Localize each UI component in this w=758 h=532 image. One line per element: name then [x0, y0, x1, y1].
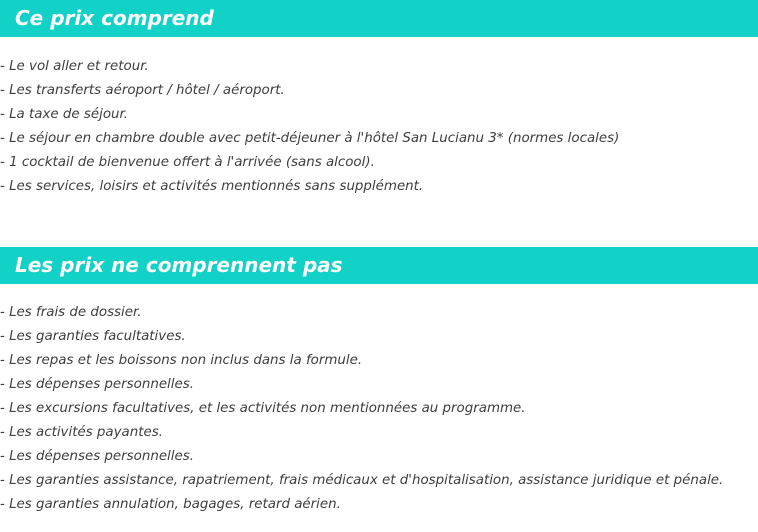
list-item: - Le séjour en chambre double avec petit-déjeuner à l'hôtel San Lucianu 3* (normes locales) [0, 131, 620, 146]
list-item: - 1 cocktail de bienvenue offert à l'arrivée (sans alcool). [0, 155, 375, 170]
price-includes-heading: Ce prix comprend [0, 0, 758, 37]
price-excludes-section [0, 247, 758, 517]
list-item: - Les garanties facultatives. [0, 329, 186, 344]
list-item: - Les dépenses personnelles. [0, 377, 194, 392]
list-item: - Les transferts aéroport / hôtel / aéroport. [0, 83, 285, 98]
list-item: - Les excursions facultatives, et les activités non mentionnées au programme. [0, 401, 526, 416]
list-item: - Les frais de dossier. [0, 305, 142, 320]
list-item: - Le vol aller et retour. [0, 59, 149, 74]
price-includes-section [0, 0, 758, 199]
list-item: - Les garanties annulation, bagages, retard aérien. [0, 497, 341, 512]
list-item: - Les dépenses personnelles. [0, 449, 194, 464]
price-includes-list [0, 55, 758, 199]
list-item: - La taxe de séjour. [0, 107, 129, 122]
price-excludes-list [0, 301, 758, 517]
list-item: - Les garanties assistance, rapatriement, frais médicaux et d'hospitalisation, assistance juridique et pénale. [0, 473, 724, 488]
list-item: - Les activités payantes. [0, 425, 163, 440]
list-item: - Les repas et les boissons non inclus dans la formule. [0, 353, 363, 368]
price-excludes-heading: Les prix ne comprennent pas [0, 247, 758, 284]
list-item: - Les services, loisirs et activités mentionnés sans supplément. [0, 179, 424, 194]
